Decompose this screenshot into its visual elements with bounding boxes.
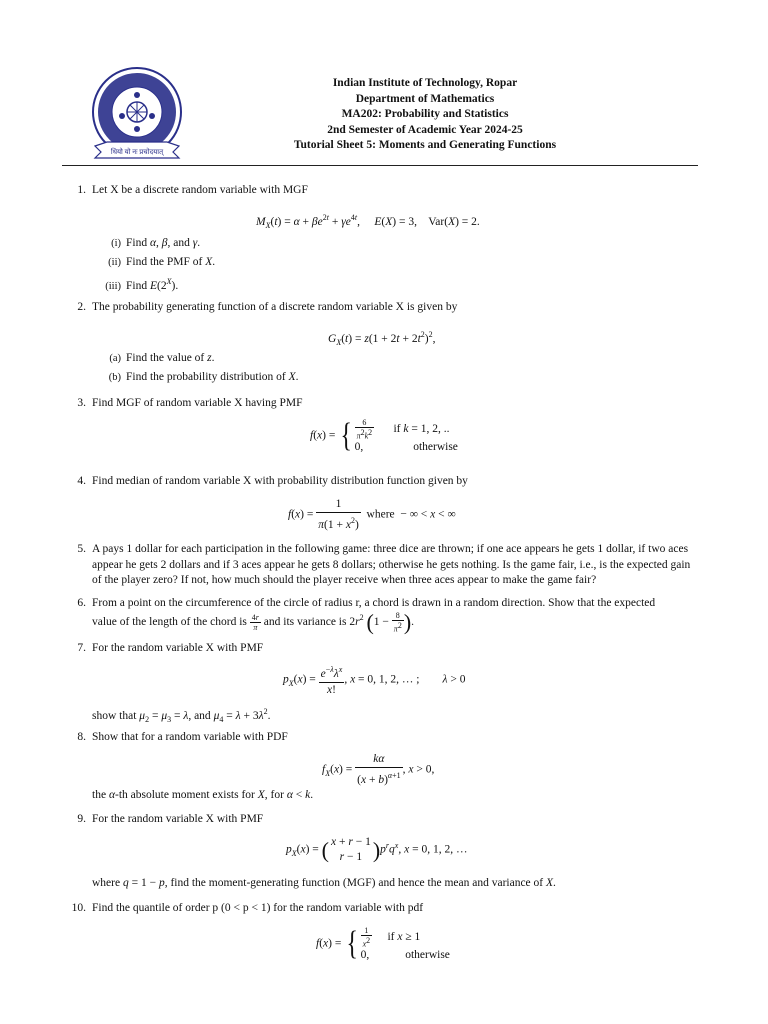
department-name: Department of Mathematics — [355, 92, 495, 105]
q8-pdf-equation: $f_X(x)$ = $\frac{k\alpha}{(x + b)^{\alpha+1}}$ , x > 0, — [322, 753, 435, 786]
q7-pmf-equation: $p_X(x)$ = $\frac{e^{-\lambda}\lambda^x}{x!}$ , x = 0, 1, 2, … ; λ > 0 — [283, 662, 465, 698]
q1-part-i: (i) Find α, β, and γ. — [111, 237, 201, 249]
q4-pdf-equation: f(x) = $\frac{1}{\pi(1 + x^2)}$ where − ∞ < x < ∞ — [288, 498, 456, 531]
q6-continuation: value of the length of the chord is $\frac{4r}{\pi}$ and its variance is $2r^2$ (1 − $\frac{8}{\pi^2}$ ). — [92, 609, 415, 635]
course-name: MA202: Probability and Statistics — [341, 108, 509, 120]
q2-part-b: (b) Find the probability distribution of X. — [108, 371, 299, 383]
q8-moment-condition: the α-th absolute moment exists for X, for α < k. — [92, 789, 314, 801]
q1-mgf-equation: $M_X(t) = \alpha + \beta e^{2t} + \gamma e^{4t}$, E(X) = 3, Var(X) = 2. — [256, 213, 480, 231]
q1-part-ii: (ii) Find the PMF of X. — [108, 256, 216, 268]
iit-ropar-logo — [87, 66, 187, 166]
q3-pmf-equation: f(x) = { $\frac{6}{\pi^2k^2}$ if k = 1, 2, .. 0, otherwise — [310, 416, 458, 454]
q1-part-iii: (iii) Find $E(2^X)$. — [105, 277, 179, 292]
tutorial-sheet-page: धियो यो नः प्रचोदयात् Indian Institute of Technology, Ropar Department of Mathematics MA202: Probability and Statistics 2nd Semester of Academic Year 2024-25 Tutorial Sheet 5: Moments and Generating Functions 1. Let X be a discrete random variable with MGF $M_X(t) = \alpha + \beta e^{2t} + \gamma e^{4t}$, E(X) = 3, Var(X) = 2. (i) Find α, β, and γ. (ii) Find the PMF of X. (iii) Find $E(2^X)$. 2. The probability generating function of a discrete random variable X is given by $G_X(t) = z(1 + 2t + 2t^2)^2$, (a) Find the value of z. (b) Find the probability distribution of X. 3. Find MGF of random variable X having PMF f(x) = { $\frac{6}{\pi^2k^2}$ if k = 1, 2, .. 0, otherwise 4. Find median of random variable X with probability distribution function given by f(x) = $\frac{1}{\pi(1 + x^2)}$ where − ∞ < x < ∞ 5. A pays 1 dollar for each participation in the following game: three dice are thrown; if one ace appears he gets 1 dollar, if two aces appear he gets 2 dollars and if 3 aces appear he gets 8 dollars; otherwise he gets nothing. Is the game fair, i.e., is the expected gain of the player zero? If not, how much should the player receive when three aces appear to make the game fair? 6. From a point on the circumference of the circle of radius r, a chord is drawn in a random direction. Show that the expected value of the length of the chord is $\frac{4r}{\pi}$ and its variance is $2r^2$ (1 − $\frac{8}{\pi^2}$ ). 7. For the random variable X with PMF $p_X(x)$ = $\frac{e^{-\lambda}\lambda^x}{x!}$ , x = 0, 1, 2, … ; λ > 0 show that $\mu_2 = \mu_3 = \lambda$, and $\mu_4 = \lambda + 3\lambda^2$. 8. Show that for a random variable with PDF $f_X(x)$ = $\frac{k\alpha}{(x + b)^{\alpha+1}}$ , x > 0, the α-th absolute moment exists for X, for α < k. 9. For the random variable X with PMF $p_X(x)$ = ( x + r − 1 r − 1 )$p^rq^x$, x = 0, 1, 2, … where q = 1 − p, find the moment-generating function (MGF) and hence the mean and variance of X. 10. Find the quantile of order p (0 < p < 1) for the random variable with pdf f(x) = { $\frac{1}{x^2}$ if x ≥ 1 0, otherwise — [0, 0, 768, 1024]
q9-pmf-equation: $p_X(x)$ = ( x + r − 1 r − 1 )$p^rq^x$, x = 0, 1, 2, … — [286, 836, 468, 863]
q10-pdf-equation: f(x) = { $\frac{1}{x^2}$ if x ≥ 1 0, otherwise — [316, 924, 450, 962]
semester-line: 2nd Semester of Academic Year 2024-25 — [327, 123, 523, 136]
header-divider — [62, 165, 698, 166]
q9-instruction: where q = 1 − p, find the moment-generating function (MGF) and hence the mean and variance of X. — [92, 877, 556, 889]
sheet-header — [230, 76, 620, 154]
q2-part-a: (a) Find the value of z. — [109, 352, 215, 364]
institute-name: Indian Institute of Technology, Ropar — [332, 77, 518, 89]
sheet-title: Tutorial Sheet 5: Moments and Generating Functions — [293, 139, 557, 151]
q2-pgf-equation: $G_X(t) = z(1 + 2t + 2t^2)^2$, — [328, 330, 436, 348]
svg-text:धियो यो नः प्रचोदयात्: धियो यो नः प्रचोदयात् — [110, 148, 164, 156]
q7-show-that: show that $\mu_2 = \mu_3 = \lambda$, and $\mu_4 = \lambda + 3\lambda^2$. — [92, 707, 271, 725]
